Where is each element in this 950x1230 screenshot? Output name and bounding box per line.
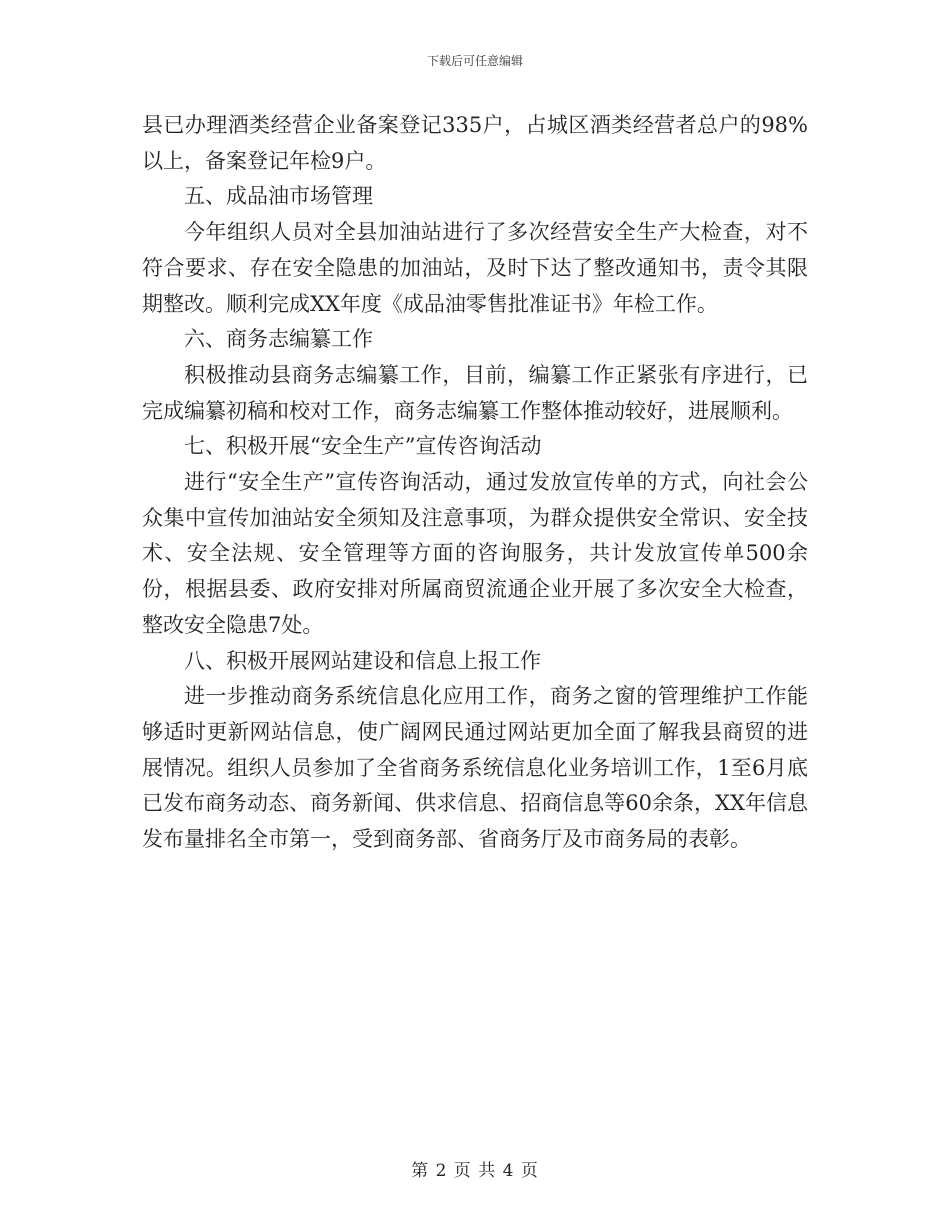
paragraph-commerce-annals: 积极推动县商务志编纂工作，目前，编纂工作正紧张有序进行，已完成编纂初稿和校对工作，商务志编纂工作整体推动较好，进展顺利。 — [142, 362, 808, 423]
document-body — [142, 108, 808, 858]
section-heading-commerce-annals: 六、商务志编纂工作 — [184, 327, 373, 352]
paragraph-safety-campaign: 进行“安全生产”宣传咨询活动，通过发放宣传单的方式，向社会公众集中宣传加油站安全须知及注意事项，为群众提供安全常识、安全技术、安全法规、安全管理等方面的咨询服务，共计发放宣传单500余份，根据县委、政府安排对所属商贸流通企业开展了多次安全大检查，整改安全隐患7处。 — [142, 470, 808, 637]
page-header: 下载后可任意编辑 — [426, 54, 523, 68]
section-heading-oil-market: 五、成品油市场管理 — [184, 184, 373, 209]
paragraph-website-info: 进一步推动商务系统信息化应用工作，商务之窗的管理维护工作能够适时更新网站信息，使广阔网民通过网站更加全面了解我县商贸的进展情况。组织人员参加了全省商务系统信息化业务培训工作，1至6月底已发布商务动态、商务新闻、供求信息、招商信息等60余条，XX年信息发布量排名全市第一，受到商务部、省商务厅及市商务局的表彰。 — [142, 684, 808, 852]
section-heading-safety-campaign: 七、积极开展“安全生产”宣传咨询活动 — [184, 434, 542, 459]
paragraph-liquor-registration: 县已办理酒类经营企业备案登记335户，占城区酒类经营者总户的98%以上，备案登记年检9户。 — [142, 113, 808, 173]
paragraph-oil-market: 今年组织人员对全县加油站进行了多次经营安全生产大检查，对不符合要求、存在安全隐患的加油站，及时下达了整改通知书，责令其限期整改。顺利完成XX年度《成品油零售批准证书》年检工作。 — [142, 220, 808, 316]
page-number-footer: 第 2 页 共 4 页 — [411, 1161, 539, 1181]
section-heading-website-info: 八、积极开展网站建设和信息上报工作 — [184, 648, 541, 673]
